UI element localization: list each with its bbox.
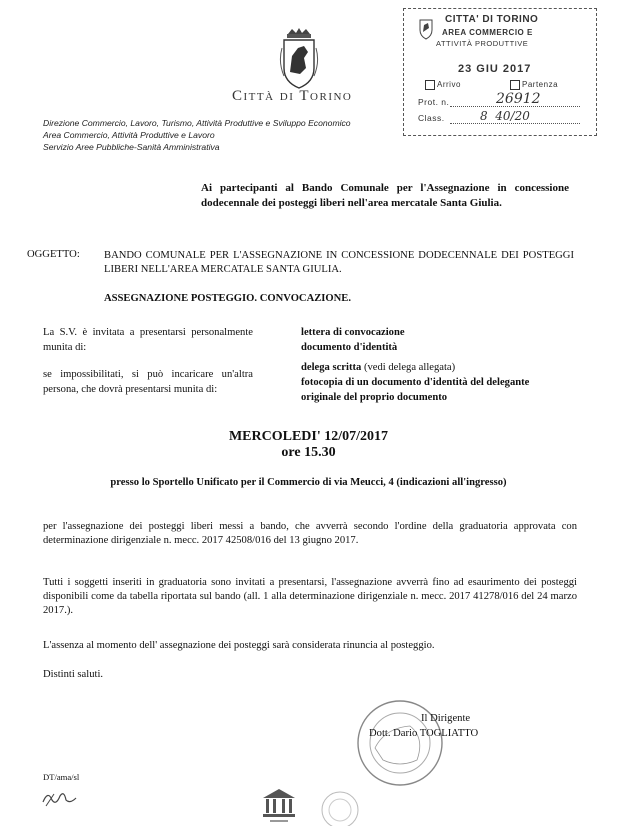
department-line-2: Area Commercio, Attività Produttive e Lavoro <box>43 130 215 140</box>
department-line-1: Direzione Commercio, Lavoro, Turismo, Attività Produttive e Sviluppo Economico <box>43 118 351 128</box>
invite-right-2a <box>301 361 581 376</box>
subject-label: OGGETTO: <box>27 249 80 260</box>
class-number: 8 40/20 <box>480 109 530 123</box>
stamp-date: 23 GIU 2017 <box>458 63 532 75</box>
unesco-logo-icon <box>258 786 300 826</box>
paragraph-assignment: per l'assegnazione dei posteggi liberi messi a bando, che avverrà secondo l'ordine della graduatoria approvata con determinazione dirigenziale n. mecc. 2017 42508/016 del 13 giugno 2017. <box>43 521 577 546</box>
delega-note: (vedi delega allegata) <box>361 362 456 373</box>
paragraph-subjects: Tutti i soggetti inseriti in graduatoria sono invitati a presentarsi, l'assegnazione avverrà fino ad esaurimento dei posteggi disponibili come da tabella riportata sul bando (all. 1 alla determinazione dirigenziale n. mecc. 2017 41278/016 del 24 marzo 2017.). <box>43 577 577 616</box>
appointment-time: ore 15.30 <box>281 445 336 460</box>
invite-right-1b: documento d'identità <box>301 342 398 353</box>
invite-left-1: La S.V. è invitata a presentarsi personalmente munita di: <box>43 327 253 353</box>
subject-text: BANDO COMUNALE PER L'ASSEGNAZIONE IN CONCESSIONE DODECENNALE DEI POSTEGGI LIBERI NELL'AREA MERCATALE SANTA GIULIA. <box>104 250 574 275</box>
delega-bold: delega scritta <box>301 362 362 373</box>
subject-subtitle: ASSEGNAZIONE POSTEGGIO. CONVOCAZIONE. <box>104 293 352 304</box>
stamp-line-1: CITTA' DI TORINO <box>445 14 539 25</box>
appointment-place: presso lo Sportello Unificato per il Commercio di via Meucci, 4 (indicazioni all'ingresso) <box>110 477 507 488</box>
arrivo-checkbox <box>425 80 435 90</box>
footer-seal-icon <box>310 786 380 826</box>
recipient-block: Ai partecipanti al Bando Comunale per l'Assegnazione in concessione dodecennale dei posteggi liberi nell'area mercatale Santa Giulia. <box>201 182 569 209</box>
stamp-line-3: ATTIVITÀ PRODUTTIVE <box>436 39 529 48</box>
class-label: Class. <box>418 113 445 123</box>
closing-greeting: Distinti saluti. <box>43 669 104 680</box>
invite-right-2c: originale del proprio documento <box>301 392 448 403</box>
signatory-name: Dott. Dario TOGLIATTO <box>369 728 479 739</box>
round-official-stamp <box>355 698 445 788</box>
class-rule <box>450 123 580 124</box>
city-name-heading: Città di Torino <box>232 88 353 104</box>
appointment-date: MERCOLEDI' 12/07/2017 <box>228 429 389 444</box>
reference-initials: DT/ama/sl <box>43 772 80 782</box>
stamp-crest-icon <box>418 16 434 40</box>
handwritten-initials <box>40 786 80 810</box>
arrivo-label: Arrivo <box>437 80 461 89</box>
invite-right-2b: fotocopia di un documento d'identità del delegante <box>301 377 530 388</box>
protocol-number: 26912 <box>496 91 541 107</box>
stamp-line-2: AREA COMMERCIO E <box>442 28 533 37</box>
protocol-label: Prot. n. <box>418 97 450 107</box>
partenza-checkbox <box>510 80 520 90</box>
city-crest-icon <box>278 28 320 90</box>
invite-left-2: se impossibilitati, si può incaricare un'altra persona, che dovrà presentarsi munita di: <box>43 369 253 395</box>
signatory-title: Il Dirigente <box>421 713 471 724</box>
department-line-3: Servizio Aree Pubbliche-Sanità Amministrativa <box>43 142 220 152</box>
invite-right-1a: lettera di convocazione <box>301 327 405 338</box>
paragraph-absence: L'assenza al momento dell' assegnazione dei posteggi sarà considerata rinuncia al posteggio. <box>43 640 435 651</box>
partenza-label: Partenza <box>522 80 559 89</box>
